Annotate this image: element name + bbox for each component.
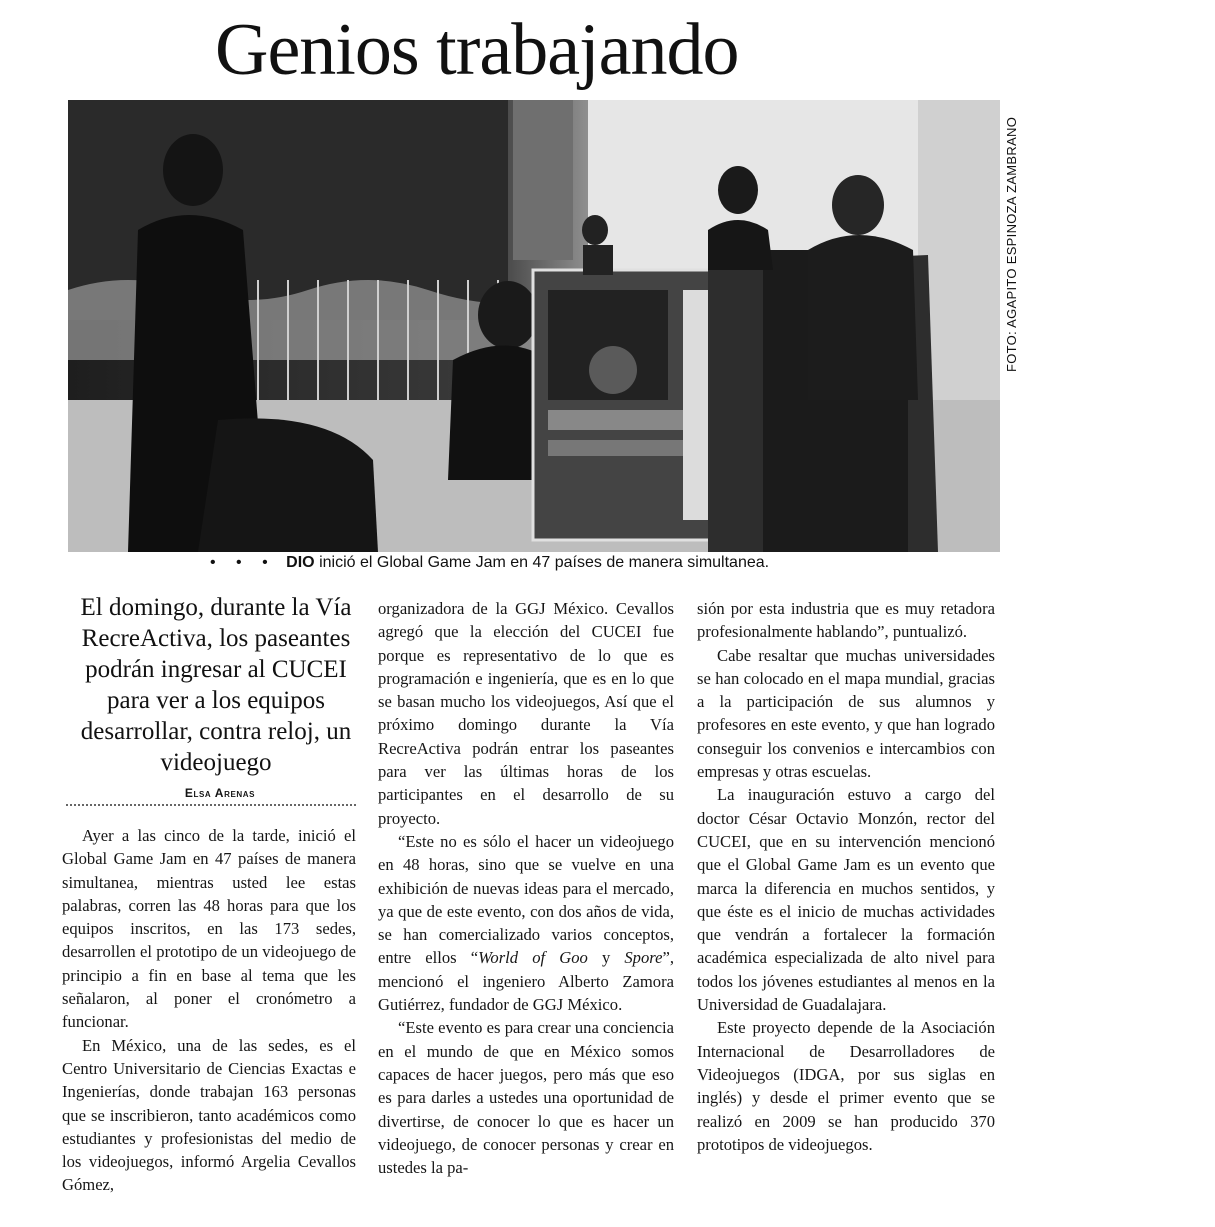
- game-title: World of Goo: [478, 948, 588, 968]
- column-1: [62, 824, 356, 1197]
- paragraph-text: y: [587, 948, 625, 968]
- caption-text: inició el Global Game Jam en 47 países de manera simultanea.: [319, 554, 770, 571]
- paragraph: Cabe resaltar que muchas universidades se han colocado en el mapa mundial, gracias a la participación de sus alumnos y profesores en este evento, y que han logrado conseguir los convenios e intercambios con empresas y otras escuelas.: [697, 645, 995, 782]
- paragraph: Ayer a las cinco de la tarde, inició el Global Game Jam en 47 países de manera simultanea, mientras usted lee estas palabras, corren las 48 horas para que los equipos inscritos, en las 173 sedes, desarrollen el prototipo de un videojuego de principio a fin en base al tema que les señalaron, al poner el cronómetro a funcionar.: [62, 826, 356, 1032]
- headline: Genios trabajando: [215, 9, 739, 91]
- news-photo: [68, 100, 1000, 552]
- paragraph: “Este evento es para crear una conciencia en el mundo de que en México somos capaces de hacer juegos, pero más que eso es para darles a ustedes una oportunidad de divertirse, de conocer lo que es hacer un videojuego, de conocer personas y crear en ustedes la pa-: [378, 1018, 674, 1178]
- photo-credit: FOTO: AGAPITO ESPINOZA ZAMBRANO: [1004, 116, 1019, 372]
- paragraph: La inauguración estuvo a cargo del doctor César Octavio Monzón, rector del CUCEI, que en su intervención mencionó que el Global Game Jam es un evento que marca la diferencia en muchos sentidos, y que éste es el inicio de muchas actividades que vendrán a fortalecer la formación académica especializada de alto nivel para todos los jóvenes estudiantes al menos en la Universidad de Guadalajara.: [697, 785, 995, 1015]
- photo-caption: [210, 554, 910, 572]
- byline-rule: [66, 804, 356, 806]
- deck: El domingo, durante la Vía RecreActiva, los paseantes podrán ingresar al CUCEI para ver a los equipos desarrollar, contra reloj, un videojuego: [80, 594, 352, 776]
- paragraph: Este proyecto depende de la Asociación Internacional de Desarrolladores de Videojuegos (IDGA, por sus siglas en inglés) y desde el primer evento que se realizó en 2009 se han producido 370 prototipos de videojuegos.: [697, 1018, 995, 1154]
- paragraph-text: “Este no es sólo el hacer un videojuego en 48 horas, sino que se vuelve en una exhibición de nuevas ideas para el mercado, ya que de este evento, con dos años de vida, se han comercializado varios conceptos, entre ellos “: [378, 831, 674, 968]
- column-2: [378, 597, 674, 1179]
- column-3: [697, 597, 995, 1156]
- paragraph-text: ”, mencionó el ingeniero Alberto Zamora Gutiérrez, fundador de GGJ México.: [378, 948, 674, 1015]
- paragraph: sión por esta industria que es muy retadora profesionalmente hablando”, puntualizó.: [697, 599, 995, 642]
- paragraph: organizadora de la GGJ México. Cevallos agregó que la elección del CUCEI fue porque es representativo de lo que es programación e ingeniería, que es en lo que se basan mucho los videojuegos, Así que el próximo domingo durante la Vía RecreActiva podrán entrar los paseantes para ver las últimas horas de los participantes en el desarrollo de su proyecto.: [378, 599, 674, 828]
- caption-bullets: • • •: [210, 554, 276, 571]
- game-title: Spore: [624, 948, 663, 968]
- paragraph: [378, 830, 674, 1016]
- byline: [160, 786, 280, 800]
- caption-lead: DIO: [286, 554, 315, 571]
- paragraph: En México, una de las sedes, es el Centro Universitario de Ciencias Exactas e Ingenierías, donde trabajan 163 personas que se inscribieron, tanto académicos como estudiantes y profesionistas del medio de los videojuegos, informó Argelia Cevallos Gómez,: [62, 1035, 356, 1195]
- byline-name: Elsa Arenas: [184, 786, 256, 800]
